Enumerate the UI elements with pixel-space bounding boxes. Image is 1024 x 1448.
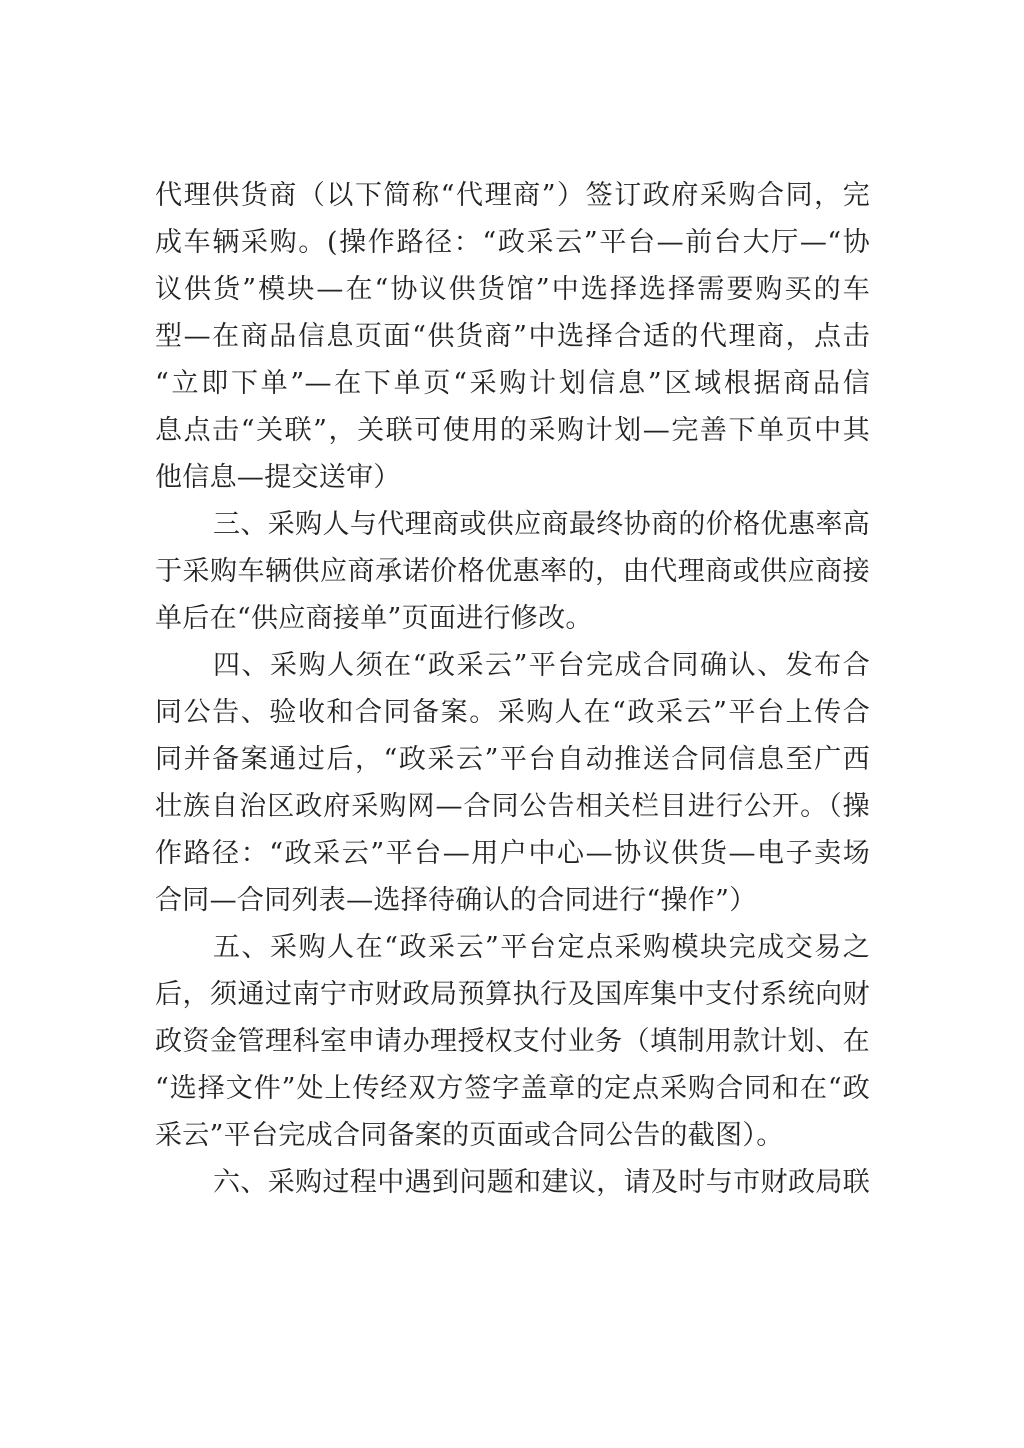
text-line: 于采购车辆供应商承诺价格优惠率的，由代理商或供应商接 bbox=[155, 556, 870, 587]
text-line: 代理供货商（以下简称“代理商”）签订政府采购合同，完 bbox=[155, 180, 870, 211]
text-line: 单后在“供应商接单”页面进行修改。 bbox=[155, 603, 593, 634]
paragraph-item-6 bbox=[155, 1159, 870, 1206]
document-body bbox=[155, 172, 870, 1206]
text-line: 同并备案通过后，“政采云”平台自动推送合同信息至广西 bbox=[155, 744, 870, 775]
text-line: 作路径：“政采云”平台—用户中心—协议供货—电子卖场 bbox=[155, 838, 870, 869]
paragraph-item-5 bbox=[155, 924, 870, 1159]
text-line: 壮族自治区政府采购网—合同公告相关栏目进行公开。（操 bbox=[155, 791, 870, 822]
text-line: 六、采购过程中遇到问题和建议，请及时与市财政局联 bbox=[213, 1167, 870, 1198]
text-line: 同公告、验收和合同备案。采购人在“政采云”平台上传合 bbox=[155, 697, 870, 728]
text-line: 五、采购人在“政采云”平台定点采购模块完成交易之 bbox=[213, 932, 870, 963]
text-line: “立即下单”—在下单页“采购计划信息”区域根据商品信 bbox=[155, 368, 870, 399]
text-line: 息点击“关联”，关联可使用的采购计划—完善下单页中其 bbox=[155, 415, 870, 446]
text-line: 政资金管理科室申请办理授权支付业务（填制用款计划、在 bbox=[155, 1026, 870, 1057]
text-line: 三、采购人与代理商或供应商最终协商的价格优惠率高 bbox=[213, 509, 870, 540]
text-line: 合同—合同列表—选择待确认的合同进行“操作”） bbox=[155, 885, 757, 916]
paragraph-item-3 bbox=[155, 501, 870, 642]
text-line: 后，须通过南宁市财政局预算执行及国库集中支付系统向财 bbox=[155, 979, 870, 1010]
text-line: 他信息—提交送审） bbox=[155, 462, 401, 493]
text-line: 型—在商品信息页面“供货商”中选择合适的代理商，点击 bbox=[155, 321, 870, 352]
text-line: 成车辆采购。(操作路径：“政采云”平台—前台大厅—“协 bbox=[155, 227, 870, 258]
text-line: “选择文件”处上传经双方签字盖章的定点采购合同和在“政 bbox=[155, 1073, 870, 1104]
text-line: 采云”平台完成合同备案的页面或合同公告的截图）。 bbox=[155, 1120, 784, 1151]
text-line: 议供货”模块—在“协议供货馆”中选择选择需要购买的车 bbox=[155, 274, 870, 305]
paragraph-continuation bbox=[155, 172, 870, 501]
text-line: 四、采购人须在“政采云”平台完成合同确认、发布合 bbox=[213, 650, 870, 681]
paragraph-item-4 bbox=[155, 642, 870, 924]
